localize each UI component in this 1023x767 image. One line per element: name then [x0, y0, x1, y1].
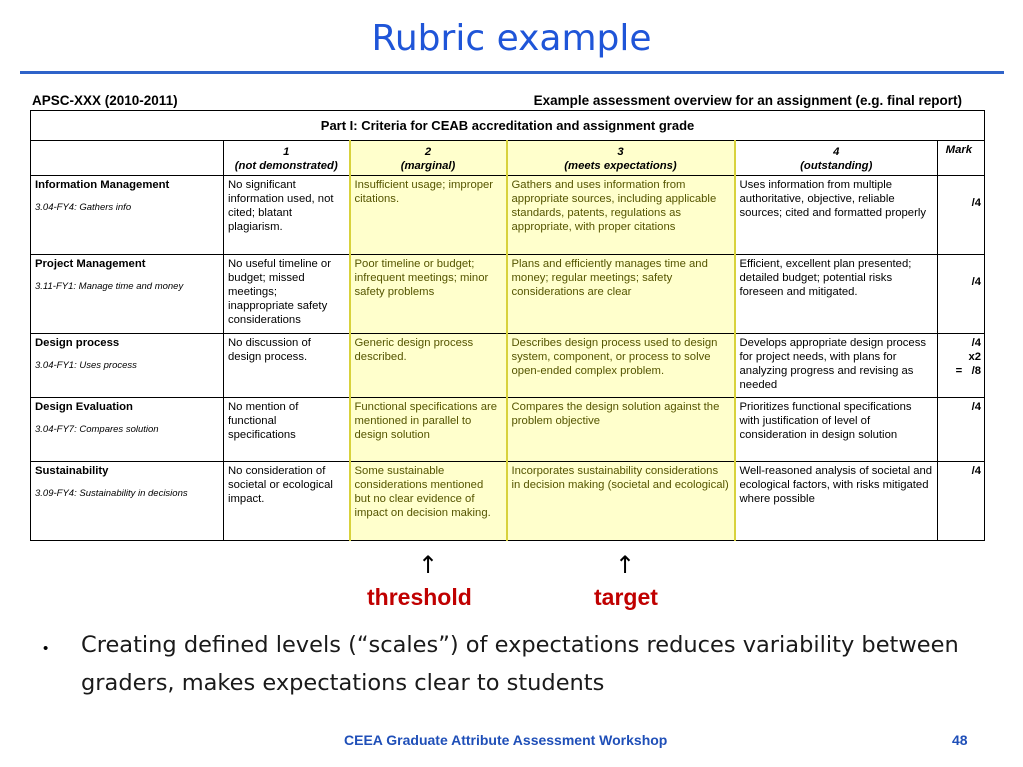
level-number: 4: [833, 146, 840, 158]
level-1-header: [224, 141, 350, 176]
part-title: Part I: Criteria for CEAB accreditation and assignment grade: [31, 111, 985, 141]
level-2-cell: Poor timeline or budget; infrequent meetings; minor safety problems: [350, 255, 507, 334]
footer-title: CEEA Graduate Attribute Assessment Workshop: [344, 732, 668, 748]
criterion-name: Project Management: [35, 258, 146, 270]
bullet-text: Creating defined levels (“scales”) of expectations reduces variability between graders, makes expectations clear to students: [81, 632, 959, 696]
criterion-code: 3.04-FY4: Gathers info: [35, 202, 132, 213]
criterion-code: 3.11-FY1: Manage time and money: [35, 281, 184, 292]
level-2-header: [350, 141, 507, 176]
level-3-cell: Describes design process used to design system, component, or process to solve open-ended complex problem.: [507, 334, 735, 398]
mark-total: = /8: [955, 365, 982, 377]
criterion-code: 3.04-FY7: Compares solution: [35, 424, 159, 435]
table-row: [31, 398, 985, 462]
table-row: [31, 462, 985, 541]
level-3-cell: Gathers and uses information from appropriate sources, including applicable standards, patents, regulations as appropriate, with proper citations: [507, 176, 735, 255]
up-arrow-icon: ↑: [418, 551, 439, 579]
criterion-name: Design process: [35, 337, 120, 349]
course-label: APSC-XXX (2010-2011): [32, 93, 178, 108]
table-row: [31, 255, 985, 334]
level-4-cell: Efficient, excellent plan presented; detailed budget; potential risks foreseen and mitigated.: [735, 255, 938, 334]
level-4-header: [735, 141, 938, 176]
criterion-name: Sustainability: [35, 465, 109, 477]
level-1-cell: No significant information used, not cited; blatant plagiarism.: [224, 176, 350, 255]
level-label: (meets expectations): [564, 160, 677, 172]
mark-cell: /4: [938, 462, 985, 541]
rubric-table: [30, 110, 985, 541]
up-arrow-icon: ↑: [615, 551, 636, 579]
criterion-code: 3.04-FY1: Uses process: [35, 360, 137, 371]
mark-cell: /4: [938, 255, 985, 334]
mark-cell: /4: [938, 398, 985, 462]
mark-cell: [938, 334, 985, 398]
criterion-name: Information Management: [35, 179, 170, 191]
level-label: (marginal): [400, 160, 456, 172]
criterion-cell: [31, 176, 224, 255]
criterion-cell: [31, 462, 224, 541]
criterion-code: 3.09-FY4: Sustainability in decisions: [35, 488, 188, 499]
level-label: (not demonstrated): [234, 160, 338, 172]
criterion-cell: [31, 334, 224, 398]
slide-title: Rubric example: [371, 18, 652, 59]
level-3-header: [507, 141, 735, 176]
level-label: (outstanding): [800, 160, 873, 172]
overview-label: Example assessment overview for an assignment (e.g. final report): [533, 93, 962, 108]
threshold-label: threshold: [367, 584, 472, 610]
level-1-cell: No mention of functional specifications: [224, 398, 350, 462]
title-divider: [20, 71, 1004, 74]
target-label: target: [594, 584, 658, 610]
level-3-cell: Compares the design solution against the problem objective: [507, 398, 735, 462]
level-3-cell: Incorporates sustainability considerations in decision making (societal and ecological): [507, 462, 735, 541]
criteria-header-cell: [31, 141, 224, 176]
level-number: 3: [617, 146, 624, 158]
level-1-cell: No discussion of design process.: [224, 334, 350, 398]
level-4-cell: Prioritizes functional specifications with justification of level of consideration in design solution: [735, 398, 938, 462]
level-2-cell: Insufficient usage; improper citations.: [350, 176, 507, 255]
level-4-cell: Well-reasoned analysis of societal and ecological factors, with risks mitigated where possible: [735, 462, 938, 541]
level-4-cell: Develops appropriate design process for project needs, with plans for analyzing progress and revising as needed: [735, 334, 938, 398]
criterion-cell: [31, 255, 224, 334]
table-row: [31, 334, 985, 398]
level-number: 1: [283, 146, 290, 158]
level-2-cell: Functional specifications are mentioned in parallel to design solution: [350, 398, 507, 462]
level-1-cell: No consideration of societal or ecological impact.: [224, 462, 350, 541]
criterion-name: Design Evaluation: [35, 401, 133, 413]
mark-multiplier: x2: [968, 351, 982, 363]
level-1-cell: No useful timeline or budget; missed meetings; inappropriate safety considerations: [224, 255, 350, 334]
criterion-cell: [31, 398, 224, 462]
part-title-row: [31, 111, 985, 141]
mark-header: Mark: [938, 141, 985, 176]
table-row: [31, 176, 985, 255]
level-2-cell: Generic design process described.: [350, 334, 507, 398]
level-2-cell: Some sustainable considerations mentioned but no clear evidence of impact on decision making.: [350, 462, 507, 541]
bullet-dot-icon: •: [43, 640, 49, 657]
level-header-row: [31, 141, 985, 176]
mark-cell: /4: [938, 176, 985, 255]
level-number: 2: [424, 146, 432, 158]
level-3-cell: Plans and efficiently manages time and money; regular meetings; safety considerations are clear: [507, 255, 735, 334]
page-number: 48: [952, 732, 968, 748]
mark-value: /4: [971, 337, 982, 349]
level-4-cell: Uses information from multiple authoritative, objective, reliable sources; cited and formatted properly: [735, 176, 938, 255]
